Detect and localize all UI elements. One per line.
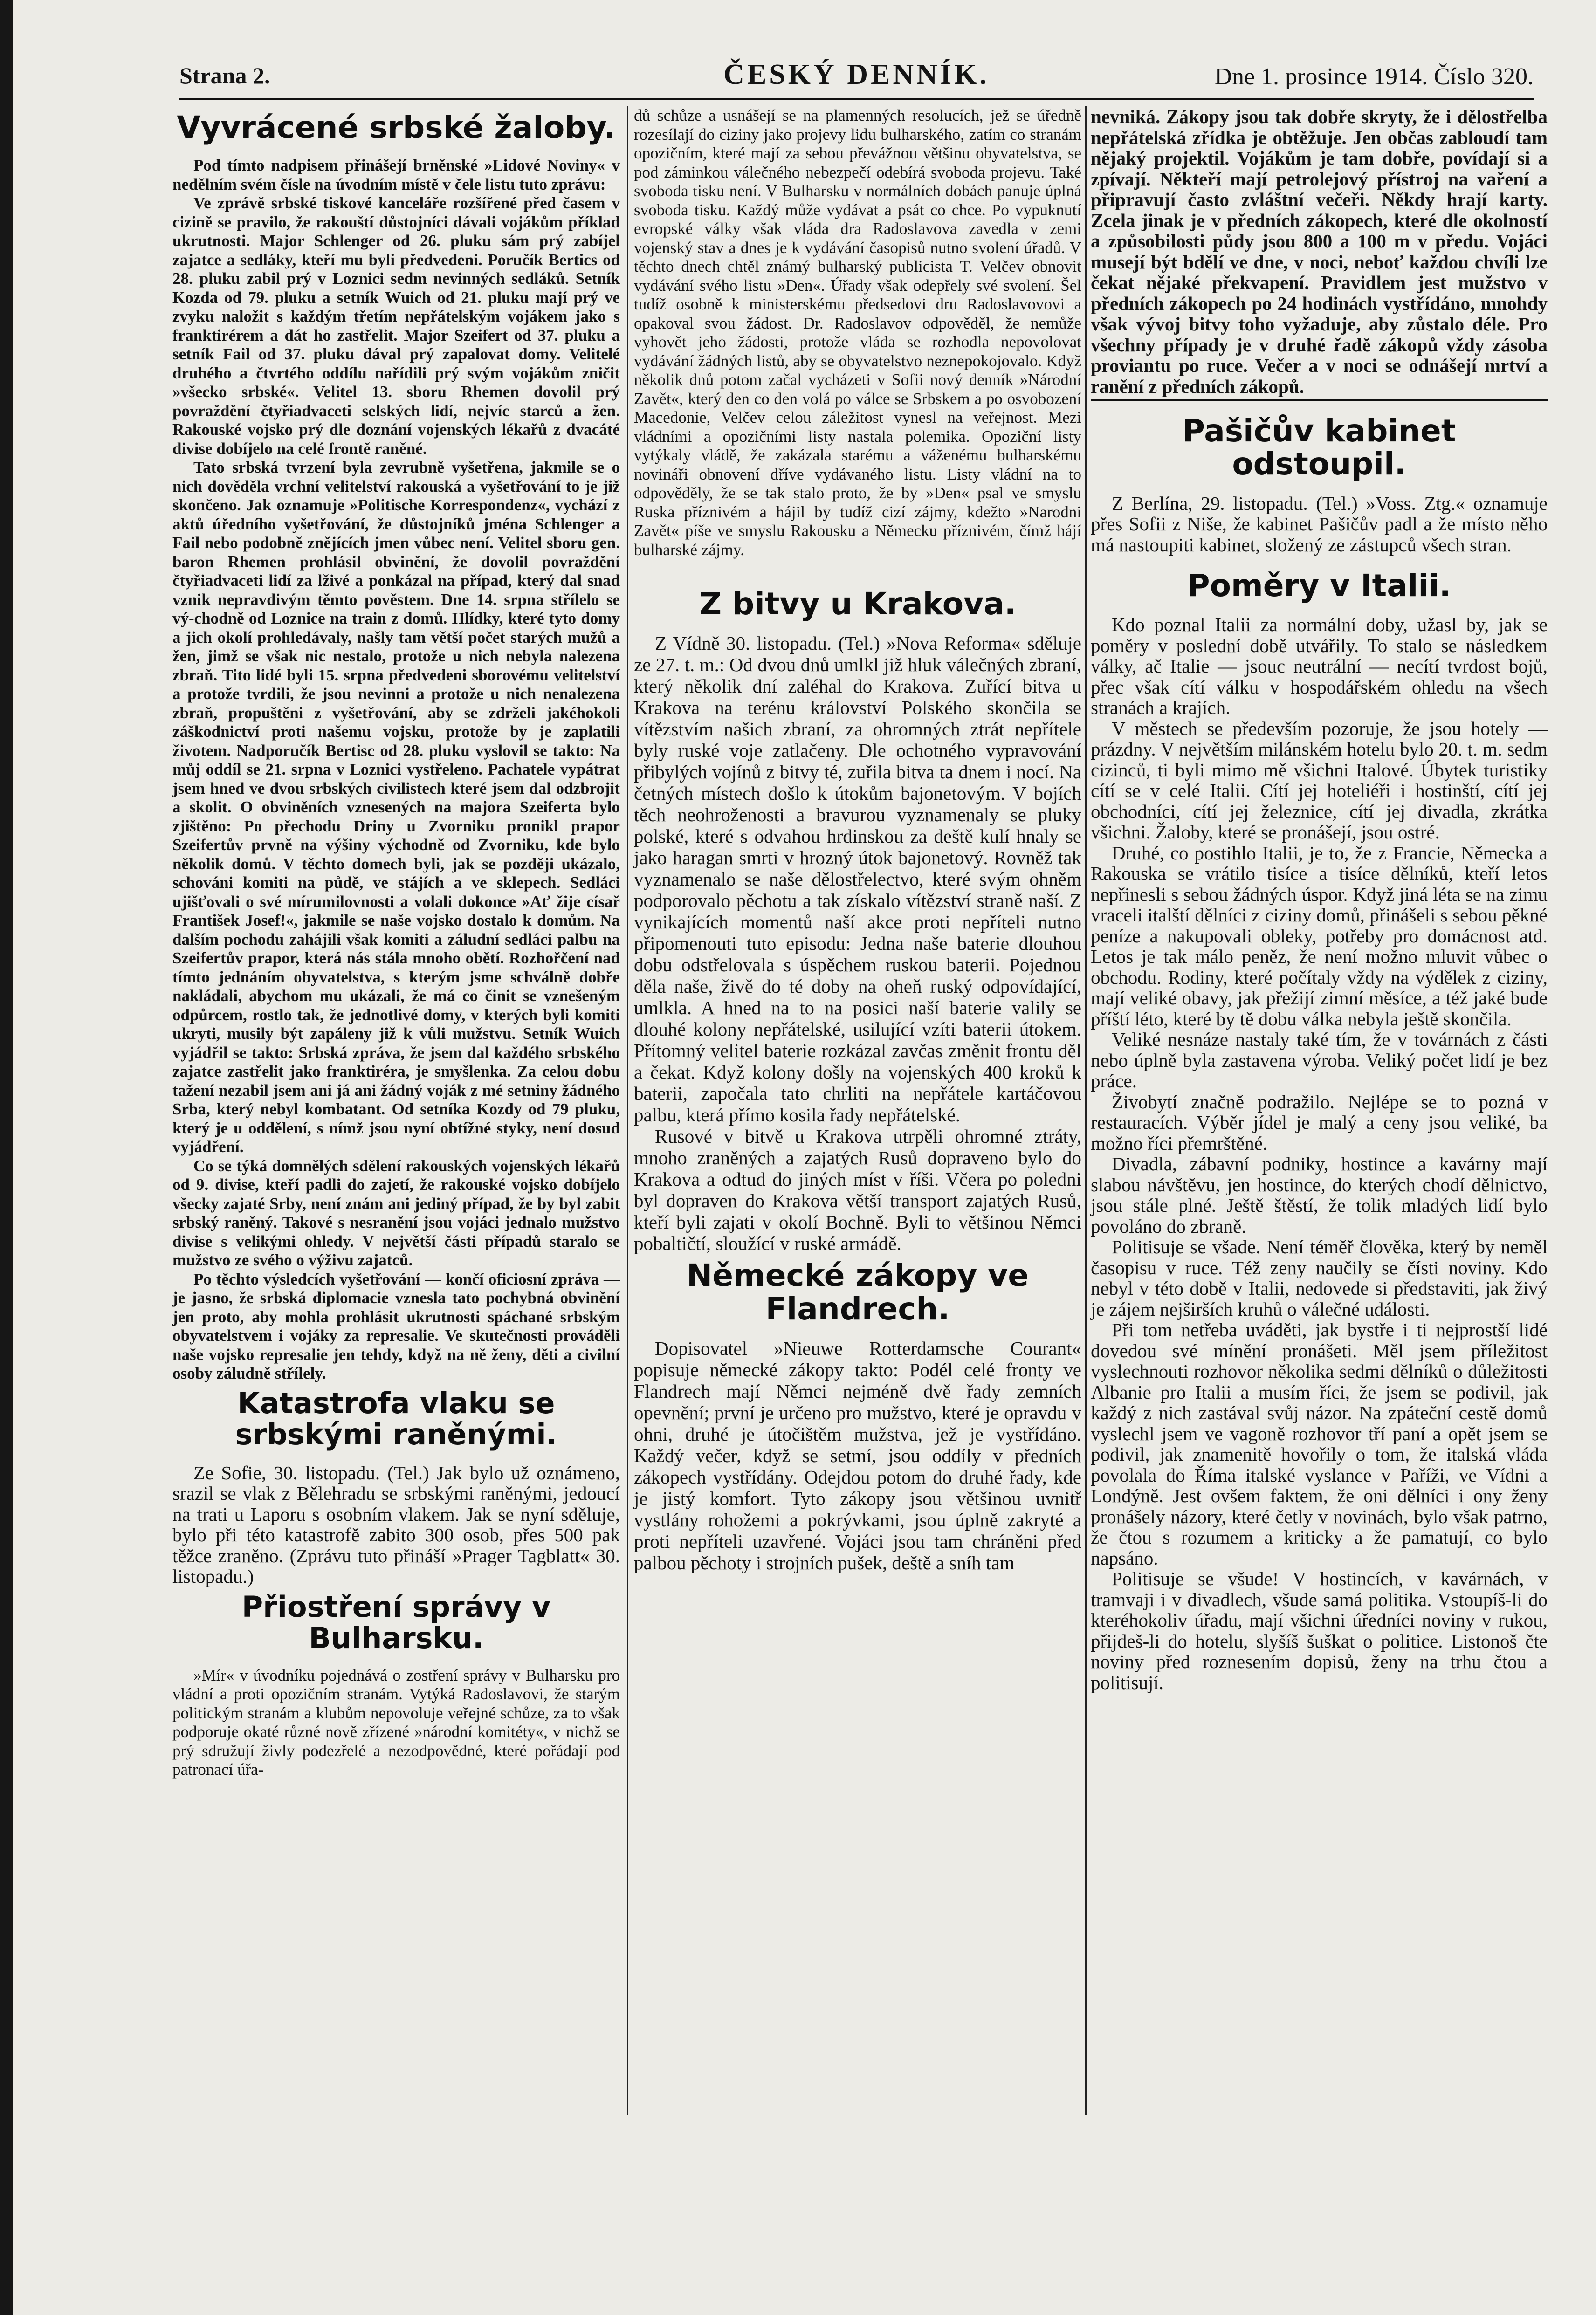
header-rule [179,98,1534,100]
article-body [1091,614,1548,1693]
article-paragraph: Divadla, zábavní podniky, hostince a kavárny mají slabou návštěvu, jen hostince, do kterých chodí dělnictvo, jsou stále plné. Ještě štěstí, že tolik mladých lidí bylo povoláno do zbraně. [1091,1153,1548,1237]
article-paragraph: Tato srbská tvrzení byla zevrubně vyšetřena, jakmile se o nich dověděla vrchní velitelství rakouská a vyšetřování to je již skončeno. Jak oznamuje »Politische Korrespondenz«, vychází z aktů úředního vyšetřování, že důstojníků jména Schlenger a Fail nebo podobně znějících jmen vůbec není. Velitel sboru gen. baron Rhemen prohlásil obvinění, že dovolil povraždění čtyřiadvaceti lidí za lživé a ponkázal na případ, který dal snad vznik nepravdivým těmto pověstem. Dne 14. srpna střílelo se vý-chodně od Loznice na train z domů. Hlídky, které tyto domy a jich okolí prohledávaly, našly tam větší počet starých mužů a žen, jimž se však nic nestalo, protože u nich nebyla nalezena zbraň. Tito lidé byli 15. srpna předvedeni sborovému velitelství a protože tvrdili, že jsou nevinni a protože u nich nenalezena zbraň, propuštěni z vyšetřování, aby se zdrželi jakéhokoli záškodnictví proti našemu vojsku, protože by je zaplatili životem. Nadporučík Bertisc od 28. pluku vyslovil se takto: Na můj oddíl se 21. srpna v Loznici vystřeleno. Pachatele vypátrat jsem hned ve dvou srbských civilistech které jsem dal odzbrojit a skolit. O obviněních vznesených na majora Szeiferta bylo zjištěno: Po přechodu Driny u Zvorniku pronikl prapor Szeifertův prvně na výšiny východně od Zvorniku, kde bylo několik domů. V těchto domech byli, jak se později ukázalo, schováni komiti na půdě, ve stájích a ve sklepech. Sedláci ujišťovali o své mírumilovnosti a volali dokonce »Ať žije císař František Josef!«, jakmile se naše vojsko dostalo k domům. Na dalším pochodu zahájili však komiti a záludní sedláci palbu na Szeifertův prapor, která nás stála mnoho obětí. Rozhořčení nad tímto jednáním obyvatelstva, s kterým jsme schválně dobře nakládali, abychom mu ukázali, že má co činit se vznešeným odpůrcem, rostlo tak, že jednotlivé domy, v kterých byli komiti ukryti, musily být zapáleny již k vůli mužstvu. Setník Wuich vyjádřil se takto: Srbská zpráva, že jsem dal každého srbského zajatce zastřelit jako franktiréra, je smyšlenka. Za celou dobu tažení nezabil jsem ani já ani žádný voják z mé setniny žádného Srba, který nebyl kombatant. Od setníka Kozdy od 79 pluku, který je u oddělení, s nímž jsou nyní obtížné styky, není dosud vyjádření. [172,458,620,1156]
article-headline: Vyvrácené srbské žaloby. [177,110,616,145]
article-paragraph: Pod tímto nadpisem přinášejí brněnské »Lidové Noviny« v nedělním svém čísle na úvodním místě v čele listu tuto zprávu: [172,156,620,193]
column-1 [172,106,620,1779]
article-headline: Německé zákopy ve Flandrech. [687,1257,1029,1327]
page-header [179,58,1534,103]
article-headline: Katastrofa vlaku se srbskými raněnými. [235,1386,557,1451]
article-headline: Poměry v Italii. [1187,568,1451,604]
article-body [172,1463,620,1587]
article-body [634,632,1081,1254]
article-paragraph: Při tom netřeba uváděti, jak bystře i ti nejprostší lidé dovedou své mínění pronášeti. Měl jsem příležitost vyslechnouti rozhovor několika sedmi dělníků o důležitosti Albanie pro Italii a musím říci, že jsem se podivil, jak každý z nich zastával svůj názor. Na zpáteční cestě domů vyslechl jsem ve vagoně rozhovor tří paní a opět jsem se podivil, jak znamenitě hovořily o tom, že italská vláda povolala do Říma italské vyslance v Paříži, ve Vídni a Londýně. Jest ovšem faktem, že oni dělníci i ony ženy pronášely názory, které četly v novinách, bylo však patrno, že čtou s rozumem a kriticky a že pamatují, co bylo napsáno. [1091,1319,1548,1569]
article-body [634,1338,1081,1573]
article-paragraph: V městech se především pozoruje, že jsou hotely — prázdny. V největším milánském hotelu bylo 20. t. m. sedm cizinců, ti byli mimo mě všichni Italové. Úbytek turistiky cítí se v celé Italii. Cítí jej hoteliéři i hostinští, cítí jej obchodníci, cítí jej železnice, cítí jej divadla, zkrátka všichni. Žaloby, které se pronášejí, jsou ostré. [1091,717,1548,843]
masthead-title: ČESKÝ DENNÍK. [723,59,990,90]
article-paragraph: Po těchto výsledcích vyšetřování — končí oficiosní zpráva — je jasno, že srbská diplomacie vznesla tato pochybná obvinění jen proto, aby mohla prohlásit ukrutnosti spáchané srbským obyvatelstvem i vojáky za represalie. Ve skutečnosti prováděli naše vojsko represalie jen tehdy, když na ně ženy, děti a civilní osoby záludně střílely. [172,1270,620,1383]
article-body [1091,493,1548,556]
section-rule [1091,399,1548,401]
article-body [1091,106,1548,397]
column-3 [1091,106,1548,1693]
article-paragraph: dů schůze a usnášejí se na plamenných resolucích, jež se úředně rozesílají do ciziny jako projevy lidu bulharského, zatím co stranám opozičním, které mají za sebou převážnou většinu obyvatelstva, se pod záminkou válečného nebezpečí odebírá svoboda projevu. Také svoboda tisku není. V Bulharsku v normálních dobách panuje úplná svoboda tisku. Každý může vydávat a psát co chce. Po vypuknutí evropské války však vláda dra Radoslavova zavedla v zemi vojenský stav a dnes je k vydávání časopisů nutno svolení úřadů. V těchto dnech chtěl známý bulharský publicista T. Velčev obnovit vydávání svého listu »Den«. Úřady však odepřely své svolení. Šel tudíž osobně k ministerskému předsedovi dru Radoslavovovi a opakoval svou žádost. Dr. Radoslavov odpověděl, že nemůže vyhovět jeho žádosti, protože vláda se rozhodla nepovolovat vydávání žádných listů, aby se obyvatelstvo neznepokojovalo. Když několik dnů potom začal vycházeti v Sofii nový denník »Národní Zavět«, který den co den volá po válce se Srbskem a po osvobození Macedonie, Velčev celou záležitost vynesl na veřejnost. Mezi vládními a opozičními listy nastala polemika. Opoziční listy vytýkaly vládě, že zakázala starému a váženému bulharskému novináři obnovení dříve vydávaného listu. Listy vládní na to odpověděly, že se tak stalo proto, že by »Den« psal ve smyslu Ruska příznivém a hájil by tudíž cizí zájmy, kdežto »Narodni Zavět« píše ve smyslu Rakousku a Německu příznivém, čímž hájí bulharské zájmy. [634,106,1081,559]
article-paragraph: Politisuje se všude! V hostincích, v kavárnách, v tramvaji i v divadlech, všude samá politika. Vstoupíš-li do kteréhokoliv úřadu, mají všichni úředníci noviny v rukou, přijdeš-li do hotelu, slyšíš šuškat o politice. Listonoš čte noviny před roznesením dopisů, ženy na trhu čtou a politisují. [1091,1568,1548,1693]
date-issue: Dne 1. prosince 1914. Číslo 320. [1214,63,1534,90]
article-paragraph: nevniká. Zákopy jsou tak dobře skryty, že i dělostřelba nepřátelská zřídka je obtěžuje. Jen občas zabloudí tam nějaký projektil. Vojákům je tam dobře, povídají si a zpívají. Někteří mají petrolejový přístroj na vaření a připravují často zvláštní večeři. Někdy hrají karty. Zcela jinak je v předních zákopech, které dle okolností a způsobilosti půdy jsou 800 a 100 m v předu. Vojáci musejí být bdělí ve dne, v noci, neboť každou chvíli lze čekat nějaké překvapení. Pravidlem jest mužstvo v předních zákopech po 24 hodinách vystřídáno, mnohdy však vývoj bitvy toho vyžaduje, aby zůstalo déle. Pro všechny případy je v druhé řadě zákopů vždy zásoba proviantu po ruce. Večer a v noci se odnášejí mrtví a ranění z předních zákopů. [1091,106,1548,397]
article-paragraph: Z Berlína, 29. listopadu. (Tel.) »Voss. Ztg.« oznamuje přes Sofii z Niše, že kabinet Pašičův padl a že místo něho má nastoupiti kabinet, složený ze zástupců všech stran. [1091,492,1548,556]
column-divider [627,106,628,2115]
article-paragraph: Co se týká domnělých sdělení rakouských vojenských lékařů od 9. divise, kteří padli do zajetí, že rakouské vojsko dobíjelo všecky zajaté Srby, není znám ani jediný případ, že by byl zabit srbský raněný. Takové s nesranění jsou vojáci jednalo mužstvo divise s velikými ohledy. V největší části případů staralo se mužstvo ze svého o výživu zajatců. [172,1156,620,1270]
article-body [172,1666,620,1779]
article-paragraph: Ve zprávě srbské tiskové kanceláře rozšířené před časem v cizině se pravilo, že rakouští důstojníci dávali vojákům příklad ukrutnosti. Major Schlenger od 26. pluku sám prý zabíjel zajatce a sedláky, kteří mu byli předvedeni. Poručík Bertics od 28. pluku zabil prý v Loznici sedm nevinných sedláků. Setník Kozda od 79. pluku a setník Wuich od 21. pluku mají prý ve zvyku naložit s každým třetím nepřátelským vojákem jako s franktirérem a dát ho zastřelit. Major Szeifert od 37. pluku a setník Fail od 37. pluku dával prý zapalovat domy. Velitelé druhého a čtvrtého oddílu nařídili prý svým vojákům zničit »všecko srbské«. Velitel 13. sboru Rhemen dovolil prý povraždění čtyřiadvaceti selských lidí, nejvíc starců a žen. Rakouské vojsko prý dle doznání vojenských lékařů z dvacáté divise dobíjelo na celé frontě raněné. [172,194,620,458]
article-paragraph: Veliké nesnáze nastaly také tím, že v továrnách z části nebo úplně byla zastavena výroba. Veliký počet lidí je bez práce. [1091,1029,1548,1092]
article-paragraph: Kdo poznal Italii za normální doby, užasl by, jak se poměry v poslední době utvářily. To stalo se následkem války, ač Italie — jsouc neutrální — necítí tvrdost bojů, přec však cítí válku v hospodářském ohledu na všech stranách a krajích. [1091,614,1548,719]
article-paragraph: Politisuje se všade. Není téměř člověka, který by neměl časopisu v ruce. Též zeny naučily se čísti noviny. Kdo nebyl v této době v Italii, nedovede si představiti, jak živý je zájem nejširších kruhů o válečné události. [1091,1236,1548,1320]
article-paragraph: Rusové v bitvě u Krakova utrpěli ohromné ztráty, mnoho zraněných a zajatých Rusů dopraveno bylo do Krakova a odtud do jiných míst v říši. Včera po poledni byl dopraven do Krakova větší transport zajatých Rusů, kteří byli zajati v okolí Bochně. Byli to většinou Němci pobaltičtí, sloužící v ruské armádě. [634,1126,1081,1255]
article-paragraph: Druhé, co postihlo Italii, je to, že z Francie, Německa a Rakouska se vrátilo tisíce a tisíce dělníků, kteří letos nepřinesli s sebou žádných úspor. Když jiná léta se na zimu vraceli italští dělníci z ciziny domů, přinášeli s sebou pěkné peníze a nakupovali obleky, potřeby pro domácnost atd. Letos je tak málo peněz, že není možno mluvit vůbec o obchodu. Rodiny, které počítaly vždy na výdělek z ciziny, mají veliké obavy, jak přežijí zimní měsíce, a též jaké bude příští léto, které by tě dobu válka nebyla ještě skončila. [1091,842,1548,1030]
article-body [634,106,1081,559]
column-divider [1085,106,1087,2115]
article-paragraph: Dopisovatel »Nieuwe Rotterdamsche Courant« popisuje německé zákopy takto: Podél celé fronty ve Flandrech mají Němci nejméně dvě řady zemních opevnění; první je určeno pro mužstvo, které je opravdu v ohni, druhé je útočištěm mužstva, jež je vystřídáno. Každý večer, když se setmí, jsou oddíly v předních zákopech vystřídány. Odejdou potom do druhé řady, kde je jistý komfort. Tyto zákopy jsou většinou uvnitř vystlány rohožemi a pokrývkami, jsou úplně zakryté a proti nepříteli uzavřené. Vojáci jsou tam chráněni před palbou pěchoty i strojních pušek, deště a sníh tam [634,1337,1081,1573]
article-paragraph: »Mír« v úvodníku pojednává o zostření správy v Bulharsku pro vládní a proti opozičním stranám. Vytýká Radoslavovi, že starým politickým stranám a klubům nepovoluje veřejné schůze, za to však podporuje okaté různé nově zřízené »národní komitéty«, v nichž se prý sdružují živly podezřelé a nezodpovědné, které pořádají pod patronací úřa- [172,1666,620,1779]
article-headline: Z bitvy u Krakova. [699,586,1016,622]
article-paragraph: Ze Sofie, 30. listopadu. (Tel.) Jak bylo už oznámeno, srazil se vlak z Bělehradu se srbskými raněnými, jedoucí na trati u Laporu s osobním vlakem. Jak se nyní sděluje, bylo při této katastrofě zabito 300 osob, přes 500 pak těžce zraněno. (Zprávu tuto přináší »Prager Tagblatt« 30. listopadu.) [172,1462,620,1587]
page-number: Strana 2. [179,62,270,89]
article-headline: Přiostření správy v Bulharsku. [241,1589,551,1655]
article-headline: Pašičův kabinet odstoupil. [1182,413,1456,482]
article-body [172,156,620,1383]
article-paragraph: Z Vídně 30. listopadu. (Tel.) »Nova Reforma« sděluje ze 27. t. m.: Od dvou dnů umlkl již hluk válečných zbraní, který několik dní zaléhal do Krakova. Zuřící bitva u Krakova na terénu království Polského skončila se vítězstvím našich zbraní, za ohromných ztrát nepřítele byly ruské voje zatlačeny. Dle ochotného vypravování přibylých vojínů z bitvy té, zuřila bitva ta dnem i nocí. Na četných místech došlo k útokům bajonetovým. V bojích těch neohroženosti a bravurou vyznamenaly se pluky polské, které s odvahou hrdinskou za deště kulí hnaly se jako haragan smrti v hrozný útok bajonetový. Rovněž tak vyznamenalo se naše dělostřelectvo, které svým ohněm podporovalo pěchotu a tak získalo vítězství straně naší. Z vynikajících momentů naší akce proti nepříteli nutno připomenouti tuto episodu: Jedna naše baterie dlouhou dobu odstřelovala s úspěchem ruskou baterii. Pojednou děla naše, živě do té doby na oheň ruský odpovídající, umlkla. A hned na to na posici naší baterie valily se dlouhé kolony nepřátelské, usilující vzíti baterii útokem. Přítomný velitel baterie rozkázal zavčas změnit frontu děl a čekat. Když kolony došly na vojenských 400 kroků k baterii, započala tato chrliti na nepřátele kartáčovou palbu, která přímo kosila řady nepřátelské. [634,632,1081,1126]
article-paragraph: Živobytí značně podražilo. Nejlépe se to pozná v restauracích. Výběr jídel je malý a ceny jsou veliké, ba možno říci přemrštěné. [1091,1091,1548,1154]
column-2 [634,106,1081,1573]
